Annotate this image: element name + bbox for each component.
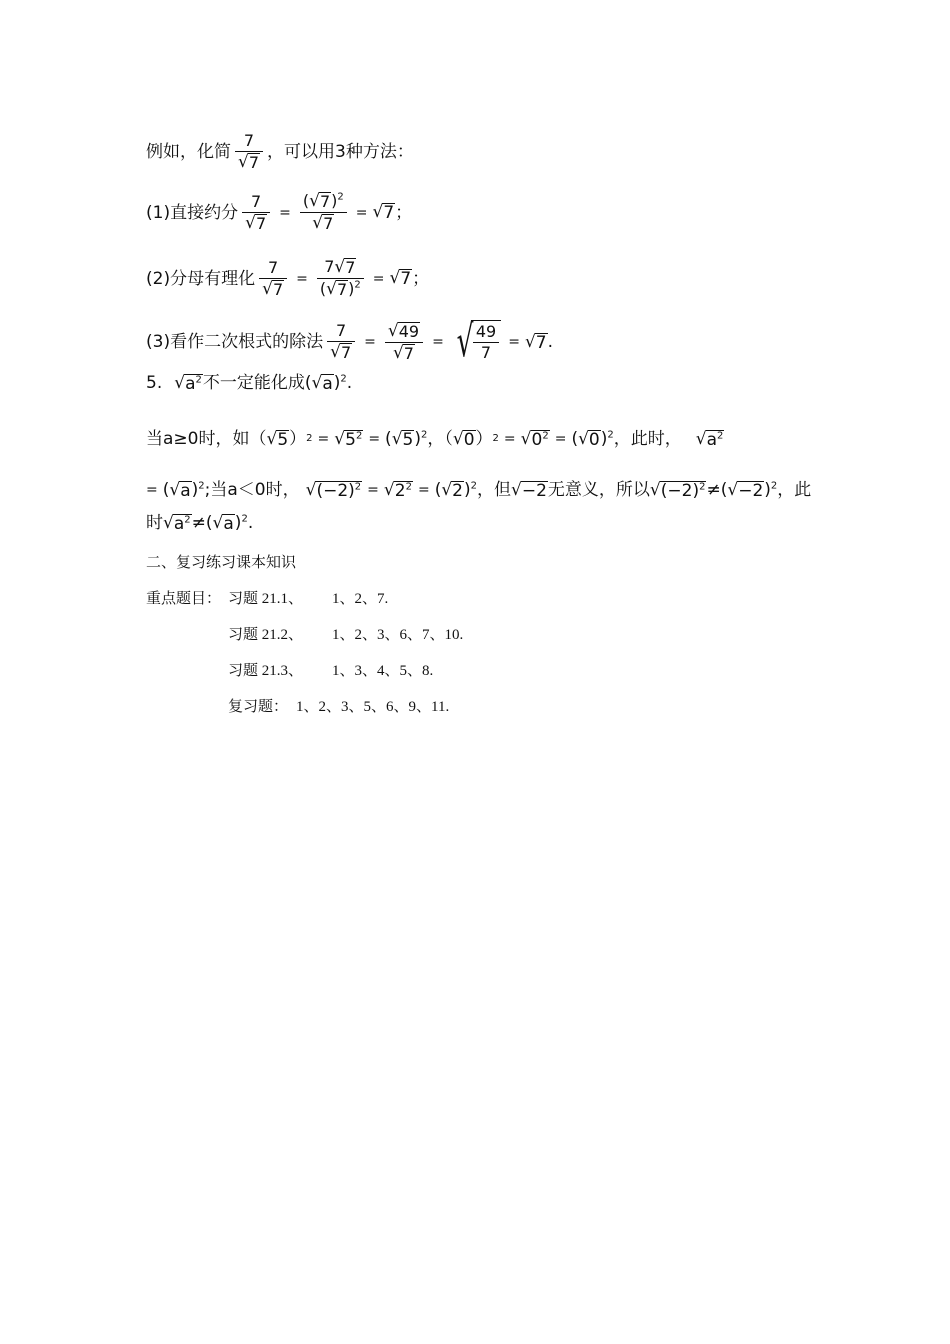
fraction-7root7-over-root7sq: 7 √ 7 ( √ 7 )$^2$ [317, 258, 364, 299]
equals-sign: = [355, 204, 368, 221]
equals-sign: = [364, 334, 376, 350]
case-pos-mid1: ） [289, 429, 307, 449]
homework-row-items: 1、2、3、5、6、9、11. [296, 699, 450, 715]
homework-label: 重点题目： [146, 591, 222, 607]
homework-row-name: 习题 21.2、 [228, 627, 304, 643]
section-title: 二、复习练习课本知识 [146, 555, 297, 571]
case-neg-tail2: 时 [146, 513, 163, 533]
example-intro: 例如，化简 [146, 142, 231, 162]
root-a-squared: √ $a^2$ [695, 428, 724, 450]
root-neg2-squared: √ $(-2)^2$ [649, 479, 706, 501]
roota-paren-squared: ( √ a )$^2$. [205, 513, 254, 534]
not-equal-sign: ≠ [191, 513, 206, 533]
fraction-7-over-root7: 7 √ 7 [242, 193, 270, 233]
root-5-squared: √ $5^2$ [334, 428, 363, 450]
root-5: √ 5 [266, 428, 289, 450]
root-7: √ 7 [372, 202, 395, 223]
case-neg-line: = ( √ a )$^2$; 当a＜0时， √ $(-2)^2$ = √ $2^2$ = ( √ 2 )$^2$ ，但 √ −2 无意义，所以 √ $(-2)^2$ ≠ ( √ −2 )$^2$ ，此 [146, 479, 812, 501]
example-after: ，可以用3种方法： [267, 142, 414, 162]
method3-line [146, 316, 554, 367]
roota-paren-squared: ( √ a )$^2$; [162, 480, 211, 501]
homework-row-items: 1、3、4、5、8. [332, 663, 434, 679]
fraction-root49-over-root7: √ 49 √ 7 [385, 322, 423, 363]
root-neg2-paren-squared: ( √ −2 )$^2$ [720, 480, 778, 501]
fraction-root7sq-over-root7: ( √ 7 )$^2$ √ 7 [300, 192, 347, 233]
root-a-squared: √ $a^2$ [174, 372, 202, 394]
fraction-7-over-root7: 7 √ 7 [259, 259, 287, 299]
case-pos-lead: 当a≥0时，如（ [146, 429, 267, 449]
homework-row-name: 习题 21.3、 [228, 663, 304, 679]
example-line [146, 132, 414, 172]
homework-row-name: 习题 21.1、 [228, 591, 304, 607]
method3-end: . [547, 332, 554, 352]
root-neg2-squared: √ $(-2)^2$ [305, 479, 362, 501]
case-pos-mid1: ） [475, 429, 493, 449]
case-pos-line: 当a≥0时，如（ √ 5 ） 2 = √ $5^2$ = ( √ 5 )$^2$ ，（ √ 0 ） 2 = √ $0^2$ = ( √ 0 )$^2$ ，此时， √ $a^2$ [146, 428, 724, 450]
item5-text: 不一定能化成 [202, 373, 305, 393]
root-of-49-over-7: √ $\frac{49}{7}$ [451, 320, 501, 364]
root-a-paren-squared: ( √ a )$^2$ [304, 373, 347, 394]
case-neg-tail: ，此 [777, 480, 812, 500]
root-2-squared: √ $2^2$ [383, 479, 412, 501]
not-equal-sign: ≠ [706, 480, 721, 500]
root-7: √ 7 [524, 331, 547, 353]
root-a-squared: √ $a^2$ [163, 512, 191, 534]
homework-row-name: 复习题： [228, 699, 289, 715]
root0-paren-squared: ( √ 0 )$^2$ [571, 429, 614, 450]
method1-line [146, 192, 412, 233]
root-neg-2: √ −2 [511, 479, 547, 501]
equals-sign: = [432, 334, 444, 350]
root5-paren-squared: ( √ 5 )$^2$ [385, 429, 428, 450]
root2-paren-squared: ( √ 2 )$^2$ [434, 480, 478, 501]
item5-line [146, 373, 352, 393]
item5-label: 5. [146, 373, 163, 393]
root-0: √ 0 [452, 428, 475, 450]
fraction-7-over-root7: 7 √ 7 [235, 132, 263, 172]
homework-row-items: 1、2、7. [332, 591, 389, 607]
equals-sign: = [372, 270, 385, 287]
case-neg-meaningless: 无意义，所以 [547, 480, 650, 500]
equals-sign: = [296, 270, 308, 287]
method2-line [146, 258, 429, 299]
root-7: √ 7 [389, 268, 412, 289]
method3-label: (3)看作二次根式的除法 [146, 332, 324, 352]
item5-end: . [346, 373, 353, 393]
case-neg-but: ，但 [477, 480, 512, 500]
case-neg-lead: 当a＜0时， [210, 480, 300, 500]
case-pos-sep: ，（ [427, 429, 453, 449]
case-pos-note: ，此时， [613, 429, 682, 449]
equals-sign: = [279, 204, 291, 221]
method1-end: ； [395, 202, 413, 223]
method1-label: (1)直接约分 [146, 202, 239, 223]
case-neg-continuation [146, 513, 253, 533]
equals-sign: = [508, 334, 520, 350]
homework-row-items: 1、2、3、6、7、10. [332, 627, 464, 643]
fraction-7-over-root7: 7 √ 7 [327, 322, 355, 362]
method2-end: ； [412, 268, 430, 289]
method2-label: (2)分母有理化 [146, 268, 256, 289]
root-0-squared: √ $0^2$ [520, 428, 549, 450]
